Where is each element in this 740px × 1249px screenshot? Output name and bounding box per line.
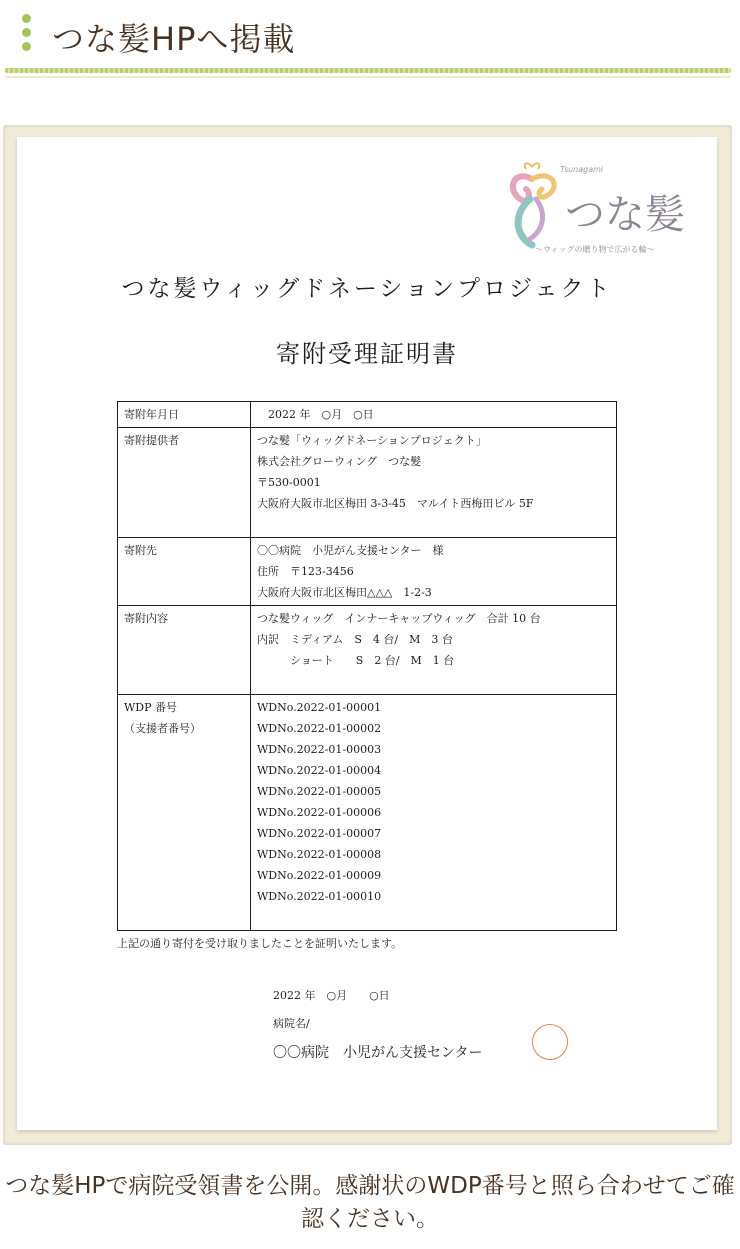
row-value-line: WDNo.2022-01-00004 [257,764,382,777]
row-label-text: 寄附内容 [124,612,168,625]
row-value-line: 2022 年 ○月 ○日 [257,408,374,421]
row-value-line: WDNo.2022-01-00002 [257,722,382,735]
logo-name: つな髪 [565,192,685,238]
row-value-line: WDNo.2022-01-00009 [257,869,382,882]
row-value-line: 株式会社グローウィング つな髪 [257,455,422,468]
document-title: つな髪ウィッグドネーションプロジェクト [121,276,613,302]
row-label [118,695,251,931]
signature-date: 2022 年 ○月 ○日 [273,989,390,1002]
row-value-line: WDNo.2022-01-00006 [257,806,382,819]
row-label-text: （支援者番号） [124,722,201,735]
row-label [118,606,251,695]
row-value [251,695,617,931]
row-value [251,538,617,606]
document-subtitle: 寄附受理証明書 [276,340,458,368]
tsunagami-logo: Tsunagami つな髪 〜ウィッグの贈り物で広がる輪〜 [502,153,692,258]
row-value-line: つな髪ウィッグ インナーキャップウィッグ 合計 10 台 [257,612,541,625]
row-value-line: 大阪府大阪市北区梅田△△△ 1-2-3 [257,586,432,599]
row-value-line: WDNo.2022-01-00010 [257,890,382,903]
table-row [118,538,617,606]
page-header [0,0,740,80]
row-value-line: WDNo.2022-01-00001 [257,701,382,714]
table-row [118,695,617,931]
seal-stamp-icon [532,1024,568,1060]
hospital-name: 〇〇病院 小児がん支援センター [273,1045,483,1061]
donation-info-table [117,401,617,931]
table-row [118,428,617,538]
row-value-line: 〇〇病院 小児がん支援センター 様 [257,544,444,557]
row-value-line: 住所 〒123-3456 [257,565,354,578]
certification-statement: 上記の通り寄付を受け取りましたことを証明いたします。 [117,937,403,950]
row-value-line: WDNo.2022-01-00005 [257,785,382,798]
row-value-line: WDNo.2022-01-00008 [257,848,382,861]
row-value-line [257,514,610,535]
row-value [251,402,617,428]
row-value-line: WDNo.2022-01-00003 [257,743,382,756]
row-value-line: 〒530-0001 [257,476,321,489]
header-divider [5,68,731,73]
row-value-line: 大阪府大阪市北区梅田 3-3-45 マルイト西梅田ビル 5F [257,497,534,510]
hospital-name-label: 病院名/ [273,1017,310,1030]
row-label-text: 寄附年月日 [124,408,179,421]
table-row [118,402,617,428]
page-title: つな髪HPへ掲載 [52,20,296,58]
row-value-line: つな髪「ウィッグドネーションプロジェクト」 [257,434,487,447]
row-label-text: 寄附提供者 [124,434,179,447]
row-label-text: WDP 番号 [124,701,178,714]
row-label [118,538,251,606]
caption-text: つな髪HPで病院受領書を公開。感謝状のWDP番号と照ら合わせてご確認ください。 [5,1173,735,1232]
row-value-line: WDNo.2022-01-00007 [257,827,382,840]
row-value [251,428,617,538]
row-label-text: 寄附先 [124,544,157,557]
row-value [251,606,617,695]
logo-tagline: 〜ウィッグの贈り物で広がる輪〜 [535,245,655,254]
row-label [118,402,251,428]
row-value-line [257,671,610,692]
row-value-line: ショート S 2 台/ M 1 台 [257,654,455,667]
row-label [118,428,251,538]
row-value-line: 内訳 ミディアム S 4 台/ M 3 台 [257,633,453,646]
bullet-dots-icon [22,14,34,56]
table-row [118,606,617,695]
document-frame [3,125,732,1145]
certificate-document [17,137,717,1130]
row-value-line [257,907,610,928]
